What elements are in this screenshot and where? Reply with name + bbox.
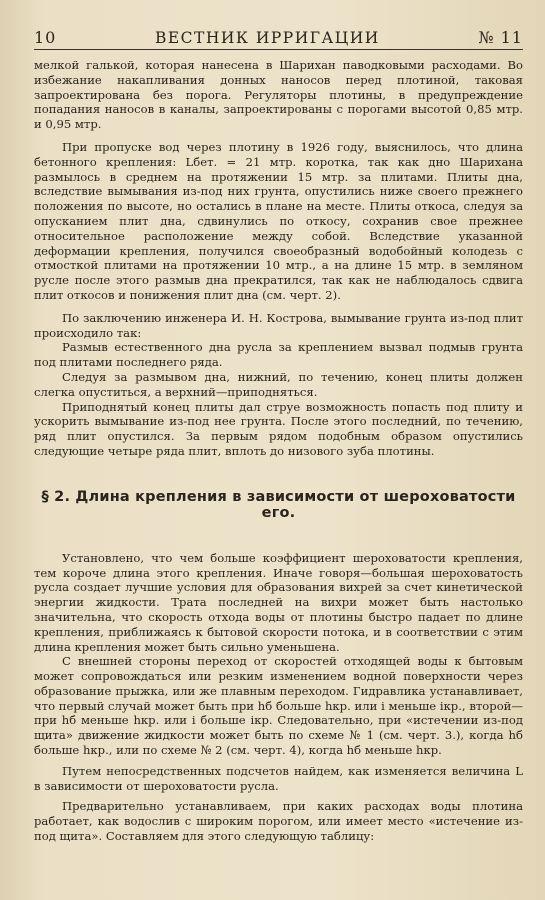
page-header bbox=[34, 28, 523, 50]
paragraph-1: мелкой галькой, которая нанесена в Шарихан паводковыми расходами. Во избежание накапливания донных наносов перед плотиной, таковая запроектирована без порога. Регуляторы плотины, в предупреждение попадания наносов в каналы, запроектированы с порогами высотой 0,85 мтр. и 0,95 мтр. bbox=[34, 58, 523, 132]
paragraph-7: Установлено, что чем больше коэффициент шероховатости крепления, тем короче длина этого крепления. Иначе говоря—большая шероховатость русла создает лучшие условия для образования вихрей за счет кинетической энергии жидкости. Трата последней на вихри может быть настолько значительна, что скорость отхода воды от плотины быстро падает по длине крепления, приближаясь к бытовой скорости потока, и в соответствии с этим длина крепления может быть сильно уменьшена. bbox=[34, 550, 523, 654]
paragraph-9: Путем непосредственных подсчетов найдем, как изменяется величина L в зависимости от шероховатости русла. bbox=[34, 763, 523, 793]
paragraph-4: Размыв естественного дна русла за креплением вызвал подмыв грунта под плитами последнего ряда. bbox=[34, 340, 523, 370]
issue-number: № 11 bbox=[478, 28, 523, 47]
paragraph-6: Приподнятый конец плиты дал струе возможность попасть под плиту и ускорить вымывание из-под нее грунта. После этого последний, по течению, ряд плит опустился. За первым рядом подобным образом опустились следующие четыре ряда плит, вплоть до низового зуба плотины. bbox=[34, 399, 523, 458]
paragraph-3: По заключению инженера И. Н. Кострова, вымывание грунта из-под плит происходило так: bbox=[34, 310, 523, 340]
paragraph-2: При пропуске вод через плотину в 1926 году, выяснилось, что длина бетонного крепления: Lбет. = 21 мтр. коротка, так как дно Шарихана размылось в среднем на протяжении 15 мтр. за плитами. Плиты дна, вследствие вымывания из-под них грунта, опустились ниже своего прежнего положения по высоте, но остались в плане на месте. Плиты откоса, следуя за опусканием плит дна, сдвинулись по откосу, сохранив свое прежнее относительное расположение между собой. Вследствие указанной деформации крепления, получился своеобразный водобойный колодезь с отмосткой плитами на протяжении 10 мтр., а на длине 15 мтр. в земляном русле после этого размыв дна прекратился, так как не наблюдалось сдвига плит откосов и понижения плит дна (см. черт. 2). bbox=[34, 139, 523, 302]
journal-title: ВЕСТНИК ИРРИГАЦИИ bbox=[154, 29, 380, 47]
paragraph-10: Предварительно устанавливаем, при каких расходах воды плотина работает, как водослив с широким порогом, или имеет место «истечение из-под щита». Составляем для этого следующую таблицу: bbox=[34, 799, 523, 844]
paragraph-5: Следуя за размывом дна, нижний, по течению, конец плиты должен слегка опуститься, а верхний—приподняться. bbox=[34, 369, 523, 399]
paragraph-8: С внешней стороны переход от скоростей отходящей воды к бытовым может сопровождаться или резким изменением водной поверхности через образование прыжка, или же плавным переходом. Гидравлика устанавливает, что первый случай может быть при hб больше hкр. или i меньше iкр., второй—при hб меньше hкр. или i больше iкр. Следовательно, при «истечении из-под щита» движение жидкости может быть по схеме № 1 (см. черт. 3.), когда hб больше hкр., или по схеме № 2 (см. черт. 4), когда hб меньше hкр. bbox=[34, 654, 523, 758]
page-number: 10 bbox=[34, 28, 57, 47]
section-heading: § 2. Длина крепления в зависимости от шероховатости его. bbox=[41, 488, 516, 521]
